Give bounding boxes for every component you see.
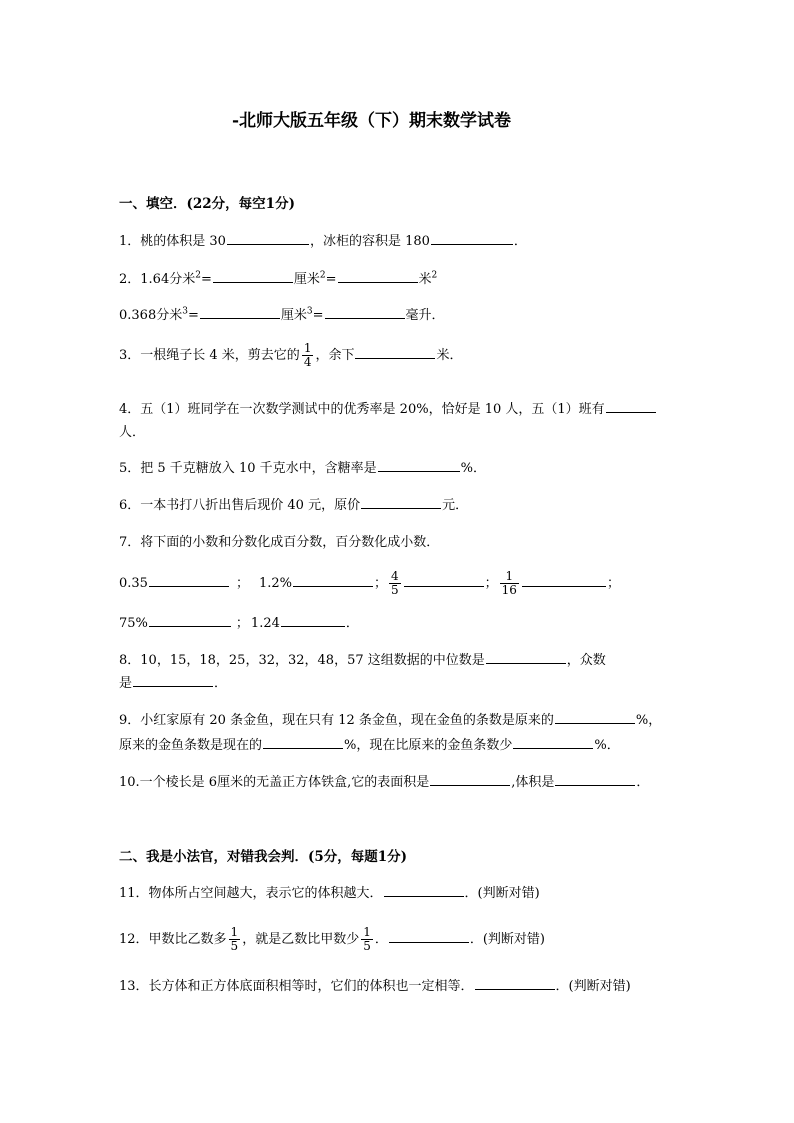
separator: ；	[374, 576, 388, 591]
answer-blank[interactable]	[133, 674, 213, 687]
period: ．	[345, 616, 359, 631]
q1-text-a: 1．桃的体积是 30	[119, 234, 226, 249]
answer-blank[interactable]	[149, 614, 231, 627]
numerator: 1	[363, 925, 371, 939]
answer-blank[interactable]	[555, 773, 635, 786]
question-7-row-1	[119, 570, 620, 597]
q12-text-d: ．(判断对错)	[469, 932, 546, 947]
question-2a	[119, 268, 437, 287]
q6-text-b: 元．	[442, 498, 469, 513]
q8-text-d: ．	[214, 676, 228, 691]
q10-text-b: ,体积是	[511, 775, 555, 790]
q9-text-a: 9．小红家原有 20 条金鱼，现在只有 12 条金鱼，现在金鱼的条数是原来的	[119, 713, 554, 728]
denominator: 5	[230, 939, 239, 953]
q12-text-c: ．	[374, 932, 388, 947]
answer-blank[interactable]	[355, 346, 435, 359]
question-6	[119, 494, 468, 513]
answer-blank[interactable]	[475, 977, 555, 990]
answer-blank[interactable]	[149, 574, 229, 587]
separator: ；	[235, 576, 249, 591]
value: 75%	[119, 616, 148, 631]
question-11	[119, 882, 540, 901]
q8-text-b: ，众数	[566, 653, 606, 668]
section-1-heading: 一、填空．(22分，每空1分)	[119, 196, 295, 212]
q5-text-b: %．	[460, 461, 486, 476]
unit: 厘米	[293, 272, 320, 287]
question-4	[119, 398, 657, 417]
denominator: 16	[501, 583, 517, 597]
q1-text-c: ．	[513, 234, 527, 249]
denominator: 5	[391, 583, 399, 597]
numerator: 1	[230, 925, 239, 939]
answer-blank[interactable]	[281, 614, 345, 627]
answer-blank[interactable]	[606, 400, 656, 413]
q3-text-b: ，余下	[315, 348, 355, 363]
unit: 米	[418, 272, 432, 287]
question-13	[119, 975, 631, 994]
answer-blank[interactable]	[378, 459, 460, 472]
numerator: 4	[391, 569, 399, 583]
separator: ；	[484, 576, 498, 591]
denominator: 4	[303, 355, 312, 369]
q3-text-c: 米．	[436, 348, 463, 363]
q12-text-a: 12．甲数比乙数多	[119, 932, 227, 947]
answer-blank[interactable]	[555, 711, 635, 724]
q13-text-b: ．(判断对错)	[555, 979, 631, 994]
fraction	[389, 570, 401, 597]
q4-text-a: 4．五（1）班同学在一次数学测试中的优秀率是 20%，恰好是 10 人，五（1）班有	[119, 402, 605, 417]
equals: =	[325, 272, 337, 287]
q13-text-a: 13．长方体和正方体底面积相等时，它们的体积也一定相等．	[119, 979, 474, 994]
answer-blank[interactable]	[325, 306, 405, 319]
value: 1.2%	[258, 576, 292, 591]
question-7-row-2	[119, 612, 359, 631]
exponent: 2	[431, 270, 438, 281]
question-1	[119, 230, 527, 249]
answer-blank[interactable]	[513, 736, 593, 749]
q2a-text: 2．1.64分米	[119, 272, 196, 287]
question-5	[119, 457, 486, 476]
q5-text-a: 5．把 5 千克糖放入 10 千克水中，含糖率是	[119, 461, 377, 476]
question-10	[119, 771, 649, 790]
question-4-cont	[119, 421, 145, 440]
answer-blank[interactable]	[389, 930, 469, 943]
separator: ；	[235, 616, 249, 631]
numerator: 1	[505, 569, 514, 583]
answer-blank[interactable]	[522, 574, 606, 587]
answer-blank[interactable]	[430, 773, 510, 786]
question-8	[119, 649, 606, 668]
numerator: 1	[303, 341, 312, 355]
exponent: 3	[182, 306, 188, 317]
q12-text-b: ，就是乙数比甲数少	[242, 932, 360, 947]
equals: =	[187, 308, 199, 323]
value: 1.24	[250, 616, 280, 631]
fraction	[361, 926, 373, 953]
q8-text-c: 是	[119, 676, 133, 691]
answer-blank[interactable]	[227, 232, 309, 245]
q2b-text: 0.368分米	[119, 308, 183, 323]
q9-text-e: %．	[594, 738, 620, 753]
denominator: 5	[363, 939, 371, 953]
q6-text-a: 6．一本书打八折出售后现价 40 元，原价	[119, 498, 361, 513]
q10-text-a: 10.一个棱长是 6厘米的无盖正方体铁盒,它的表面积是	[119, 775, 430, 790]
answer-blank[interactable]	[404, 574, 484, 587]
answer-blank[interactable]	[361, 496, 441, 509]
question-8-cont	[119, 672, 227, 691]
fraction	[229, 926, 241, 953]
q8-text-a: 8．10，15，18，25，32，32，48，57 这组数据的中位数是	[119, 653, 485, 668]
q1-text-b: ，冰柜的容积是 180	[309, 234, 430, 249]
answer-blank[interactable]	[486, 651, 566, 664]
question-12	[119, 926, 545, 953]
section-2-heading: 二、我是小法官，对错我会判．(5分，每题1分)	[119, 849, 408, 865]
value: 0.35	[119, 576, 148, 591]
q9-text-b: %，	[635, 713, 662, 728]
answer-blank[interactable]	[293, 574, 373, 587]
exponent: 3	[306, 306, 313, 317]
answer-blank[interactable]	[213, 270, 293, 283]
question-9	[119, 709, 661, 728]
answer-blank[interactable]	[263, 736, 343, 749]
q9-text-d: %，现在比原来的金鱼条数少	[344, 738, 513, 753]
answer-blank[interactable]	[338, 270, 418, 283]
question-3	[119, 342, 462, 369]
q3-text-a: 3．一根绳子长 4 米，剪去它的	[119, 348, 300, 363]
exponent: 2	[195, 270, 201, 281]
question-2b	[119, 304, 445, 323]
q10-text-c: ．	[636, 775, 650, 790]
answer-blank[interactable]	[200, 306, 280, 319]
answer-blank[interactable]	[431, 232, 513, 245]
q11-text-a: 11．物体所占空间越大，表示它的体积越大．	[119, 886, 383, 901]
separator: ；	[606, 576, 620, 591]
fraction	[500, 570, 519, 597]
q9-text-c: 原来的金鱼条数是现在的	[119, 738, 263, 753]
q11-text-b: ．(判断对错)	[464, 886, 540, 901]
fraction	[302, 342, 314, 369]
unit: 毫升．	[405, 308, 445, 323]
exponent: 2	[319, 270, 326, 281]
equals: =	[312, 308, 324, 323]
q4-text-b: 人．	[119, 425, 146, 440]
equals: =	[200, 272, 212, 287]
page-title: -北师大版五年级（下）期末数学试卷	[232, 111, 512, 131]
unit: 厘米	[280, 308, 307, 323]
question-7: 7．将下面的小数和分数化成百分数，百分数化成小数．	[119, 535, 440, 550]
question-9-cont	[119, 734, 620, 753]
answer-blank[interactable]	[384, 884, 464, 897]
